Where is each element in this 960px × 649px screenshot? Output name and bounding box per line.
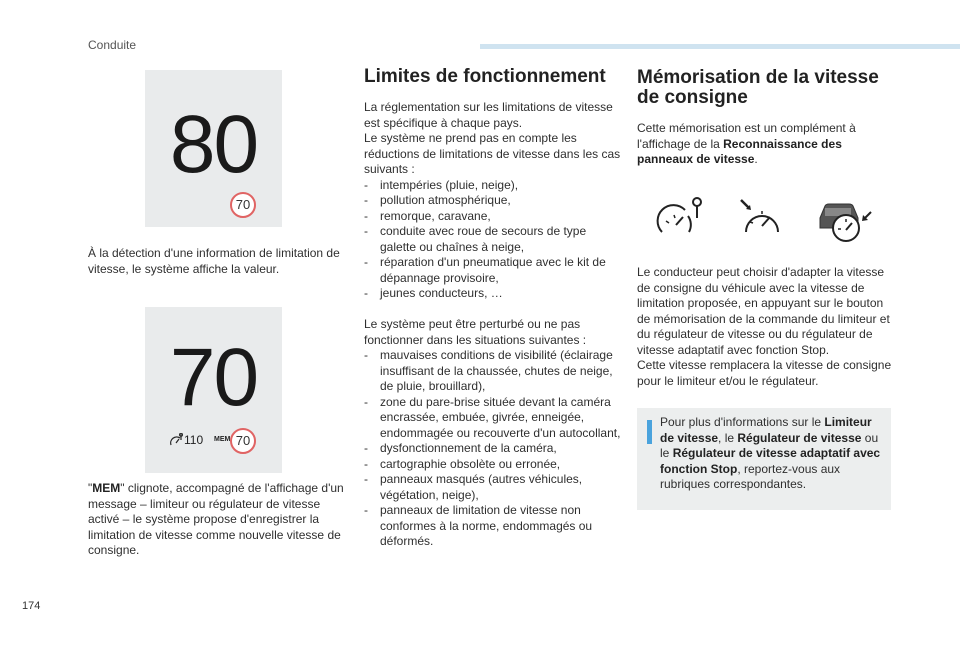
bold-term: Reconnaissance des panneaux de vitesse: [637, 136, 842, 166]
page-number: 174: [22, 600, 41, 612]
paragraph: Le système ne prend pas en compte les réductions de limitations de vitesse dans les cas suivants :: [364, 131, 621, 176]
memorization-body: [637, 265, 893, 389]
text: , le: [718, 430, 738, 445]
list-item: - pollution atmosphérique,: [364, 193, 622, 209]
list-item: - intempéries (pluie, neige),: [364, 178, 622, 194]
paragraph: Cette vitesse remplacera la vitesse de consigne pour le limiteur et/ou le régulateur.: [637, 358, 892, 388]
memorization-display-panel: [145, 307, 282, 473]
speed-display-panel: [145, 70, 282, 227]
info-note: [637, 408, 891, 510]
paragraph: Le système peut être perturbé ou ne pas fonctionner dans les situations suivantes :: [364, 317, 587, 347]
unhandled-cases-list: [364, 178, 622, 302]
list-item: - dysfonctionnement de la caméra,: [364, 441, 622, 457]
quote: ": [88, 481, 93, 495]
list-item: - panneaux masqués (autres véhicules, végétation, neige),: [364, 472, 622, 503]
paragraph: Le conducteur peut choisir d'adapter la vitesse de consigne du véhicule avec la vitesse de limitation proposée, en appuyant sur le bouton de mémorisation de la commande du limiteur et du régulateur de vitesse ou du régulateur de vitesse adaptatif avec fonction Stop.: [637, 265, 890, 357]
list-item: - réparation d'un pneumatique avec le kit de dépannage provisoire,: [364, 255, 622, 286]
mem-label: MEM: [92, 481, 121, 495]
header-bar: [480, 44, 960, 49]
caption-mem: [88, 481, 346, 559]
speed-limit-sign: 70: [230, 428, 256, 454]
displayed-speed: 70: [169, 332, 258, 423]
list-item: - jeunes conducteurs, …: [364, 286, 622, 302]
memorization-intro: [637, 121, 893, 168]
section-heading-memorization: Mémorisation de la vitesse de consigne: [637, 67, 879, 108]
list-item: - conduite avec roue de secours de type galette ou chaînes à neige,: [364, 224, 622, 255]
caption-text: " clignote, accompagné de l'affichage d'un message – limiteur ou régulateur de vitesse activé – le système propose d'enregistrer la limitation de vitesse comme nouvelle vitesse de consigne.: [88, 481, 344, 557]
bold-term: Limiteur de vitesse: [660, 415, 872, 445]
limits-body: [364, 100, 622, 550]
speed-limiter-icon: [655, 196, 705, 238]
adaptive-cruise-control-icon: [816, 196, 874, 244]
text: , reportez-vous aux rubriques correspondantes.: [660, 461, 841, 491]
text: Pour plus d'informations sur le: [660, 415, 825, 429]
memorized-speed-value: 110: [184, 433, 204, 447]
paragraph: La réglementation sur les limitations de vitesse est spécifique à chaque pays.: [364, 100, 613, 130]
speed-limit-sign: 70: [230, 192, 256, 218]
section-heading-limits: Limites de fonctionnement: [364, 66, 606, 87]
list-item: - zone du pare-brise située devant la caméra encrassée, embuée, givrée, enneigée, endommagée ou recouverte d'un autocollant,: [364, 395, 622, 442]
list-item: - panneaux de limitation de vitesse non conformes à la norme, endommagés ou déformés.: [364, 503, 622, 550]
caption-text: À la détection d'une information de limitation de vitesse, le système affiche la valeur.: [88, 246, 340, 276]
speed-limiter-icon: [169, 433, 184, 447]
list-item: - cartographie obsolète ou erronée,: [364, 457, 622, 473]
info-icon: [647, 420, 652, 444]
section-title: Conduite: [88, 38, 137, 52]
list-item: - remorque, caravane,: [364, 209, 622, 225]
text: ou le: [660, 430, 879, 460]
displayed-speed: 80: [169, 99, 258, 190]
bold-term: Régulateur de vitesse adaptatif avec fonction Stop: [660, 446, 881, 476]
text: .: [754, 152, 758, 166]
caption-detection: [88, 246, 346, 277]
disturbance-list: [364, 348, 622, 550]
bold-term: Régulateur de vitesse: [737, 430, 862, 445]
list-item: - mauvaises conditions de visibilité (éclairage insuffisant de la chaussée, chutes de neige, de pluie, brouillard),: [364, 348, 622, 395]
text: Cette mémorisation est un complément à l'affichage de la: [637, 121, 856, 151]
info-text: [660, 415, 884, 493]
mem-tag: MEM: [214, 436, 231, 443]
cruise-control-icon: [740, 196, 785, 238]
